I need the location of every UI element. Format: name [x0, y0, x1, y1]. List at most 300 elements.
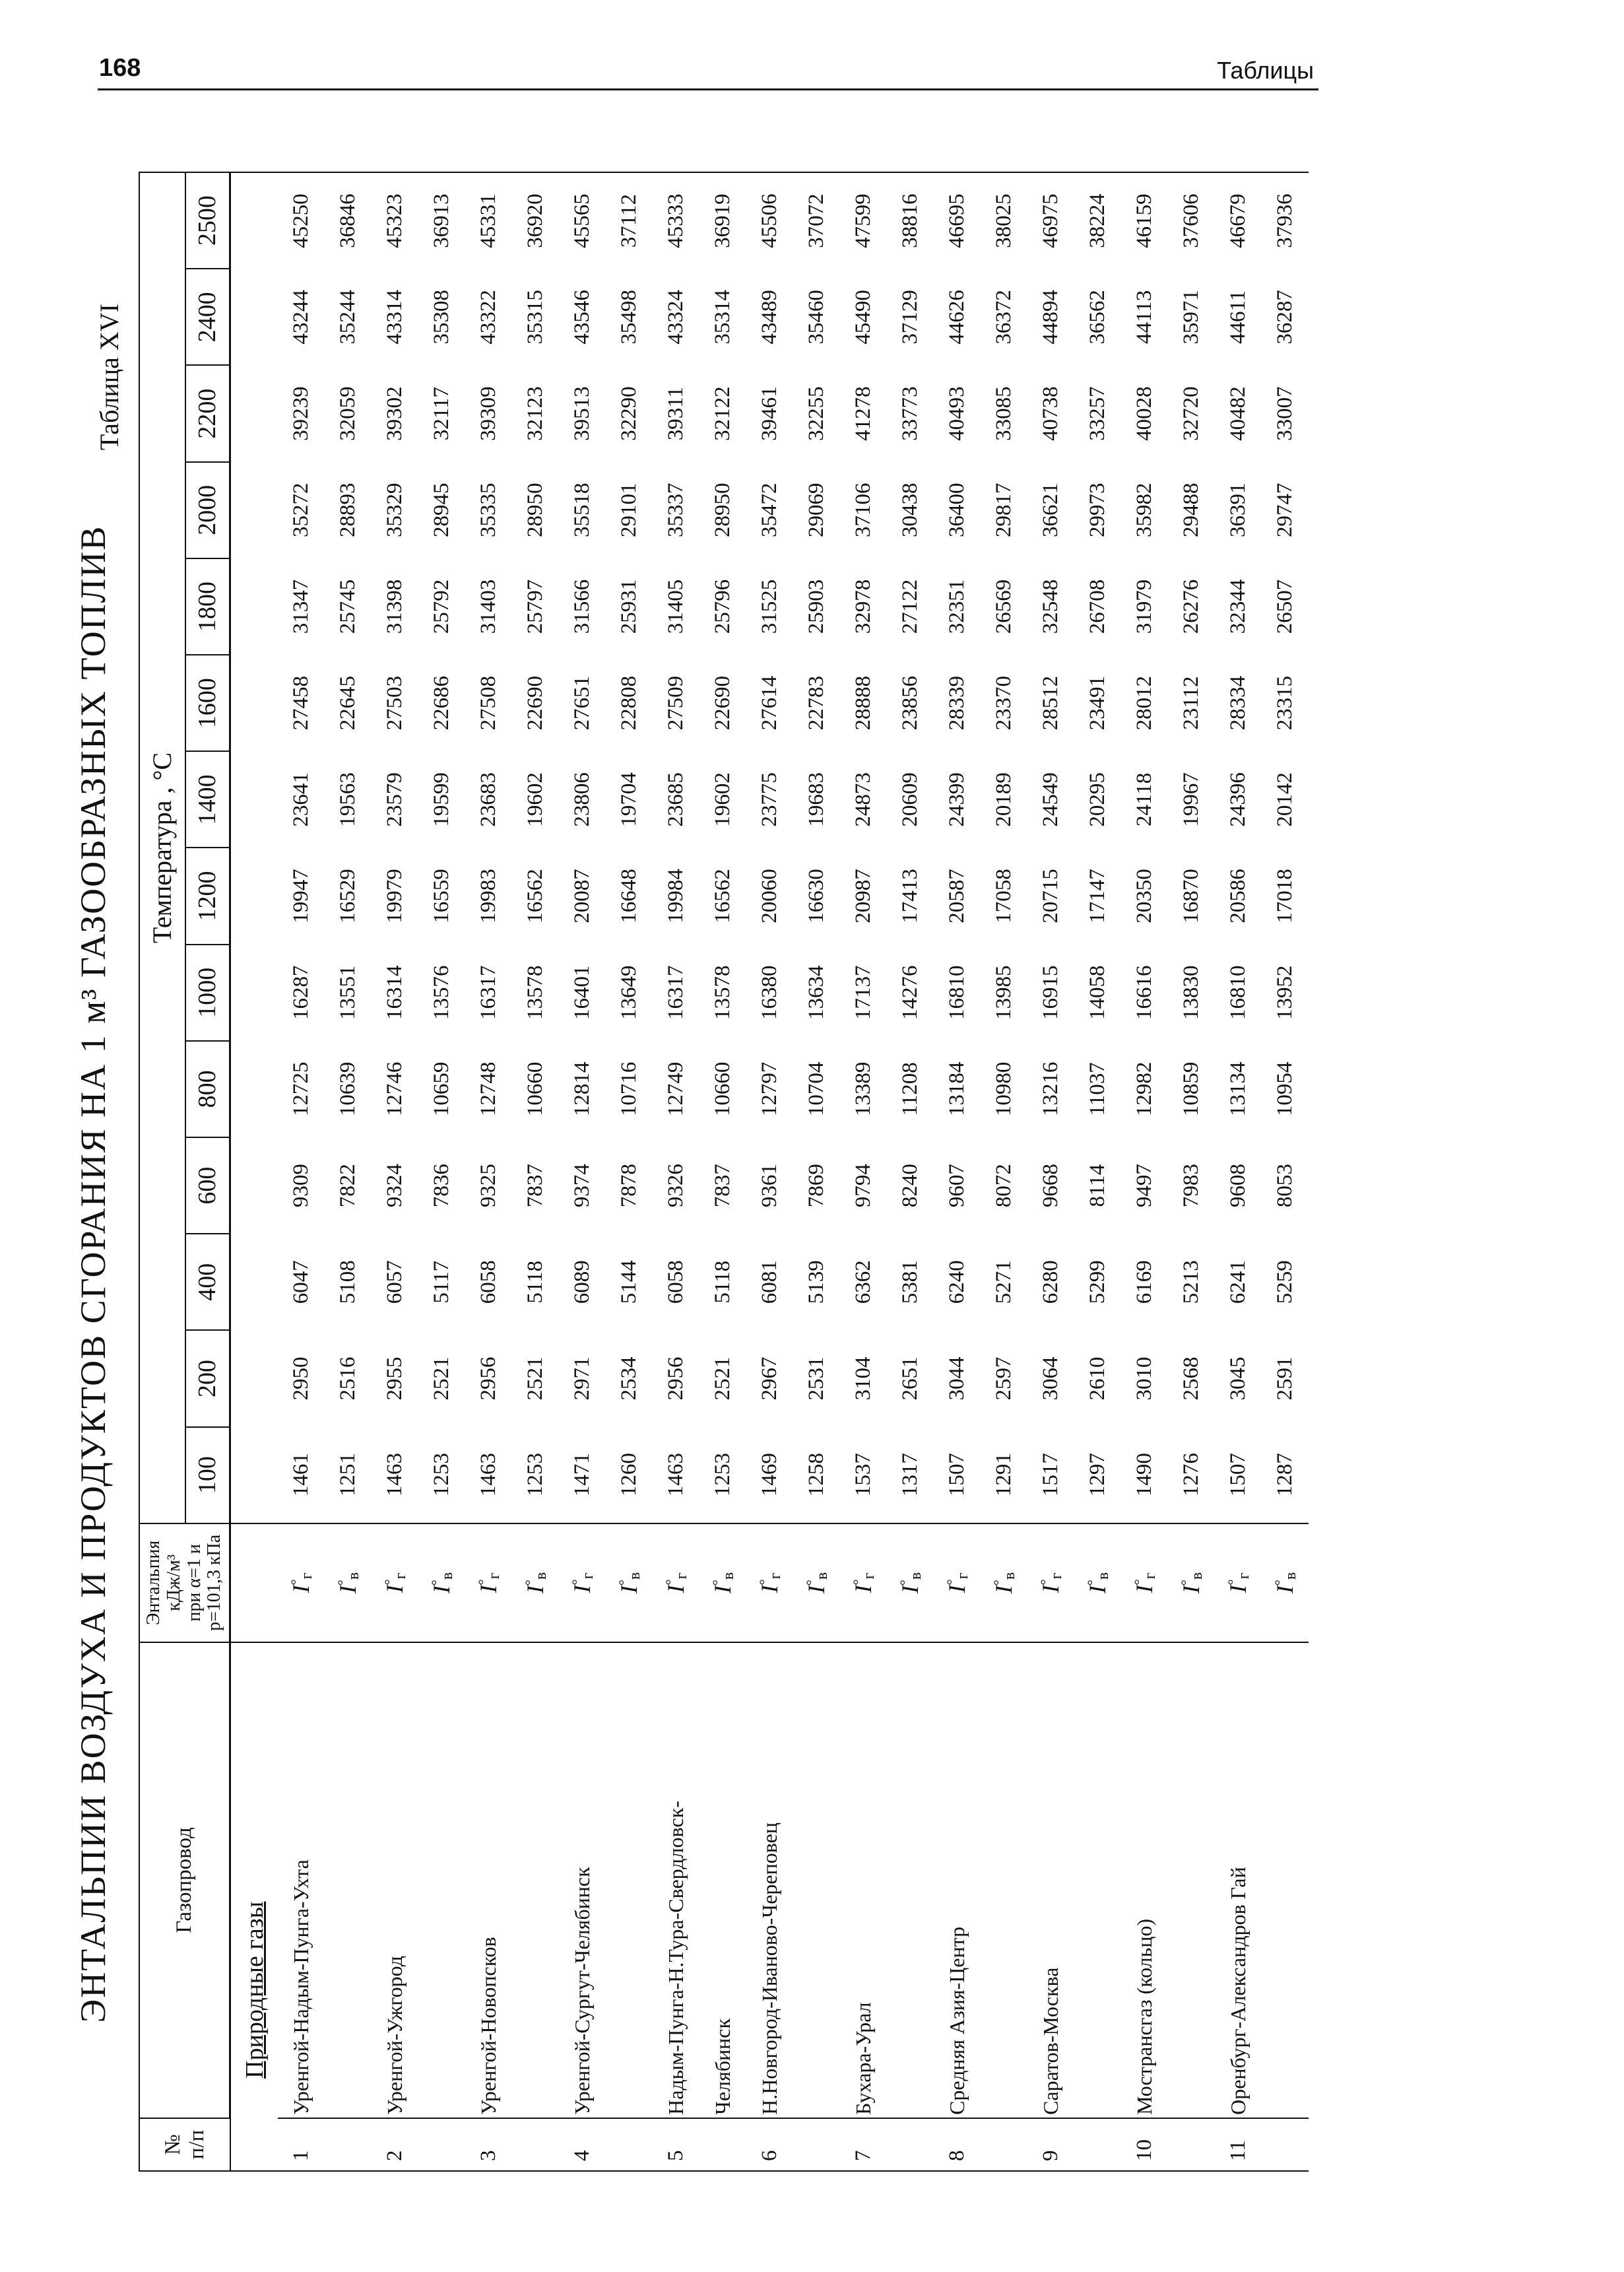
row-number: 2: [372, 2118, 418, 2171]
enthalpy-value: 37112: [606, 172, 653, 269]
enthalpy-value: 43314: [383, 290, 407, 345]
table-row: [934, 172, 981, 2171]
enthalpy-value: 32122: [711, 386, 735, 441]
enthalpy-value: 29101: [617, 483, 641, 538]
enthalpy-symbol-gas: I°г: [1215, 1523, 1262, 1642]
enthalpy-value: 45490: [851, 290, 876, 345]
enthalpy-value: 37606: [1168, 172, 1215, 269]
enthalpy-value: 16616: [1132, 965, 1157, 1020]
enthalpy-value: 12797: [758, 1061, 782, 1117]
table-row: [840, 172, 887, 2171]
table-row: [325, 172, 372, 2171]
table-number: Таблица XVI: [94, 304, 124, 451]
enthalpy-value: 25792: [430, 579, 454, 634]
enthalpy-value: 35472: [758, 483, 782, 538]
enthalpy-value: 46679: [1215, 172, 1262, 269]
enthalpy-value: 2521: [523, 1356, 548, 1401]
enthalpy-value: 32059: [336, 386, 360, 441]
enthalpy-value: 35982: [1132, 483, 1157, 538]
enthalpy-symbol-gas: I°г: [278, 1523, 325, 1642]
enthalpy-value: 27509: [664, 675, 688, 731]
enthalpy-value: 1463: [383, 1453, 407, 1497]
enthalpy-value: 12749: [664, 1061, 688, 1117]
pipeline-name-continued: [887, 1642, 934, 2118]
row-number: 5: [653, 2118, 699, 2171]
enthalpy-value: 46975: [1027, 172, 1074, 269]
enthalpy-value: 36391: [1226, 483, 1250, 538]
pipeline-name: Уренгой-Надым-Пунга-Ухта: [278, 1642, 325, 2118]
enthalpy-value: 3044: [945, 1356, 969, 1401]
enthalpy-value: 1297: [1086, 1453, 1110, 1497]
row-number: 8: [934, 2118, 981, 2171]
pipeline-name-continued: [512, 1642, 559, 2118]
enthalpy-value: 20715: [1039, 869, 1063, 923]
enthalpy-symbol-air: I°в: [1168, 1523, 1215, 1642]
col-header-pipeline: Газопровод: [139, 1642, 230, 2118]
enthalpy-value: 10980: [992, 1061, 1016, 1117]
enthalpy-value: 9794: [851, 1164, 876, 1208]
enthalpy-value: 2591: [1273, 1356, 1297, 1401]
enthalpy-value: 46695: [934, 172, 981, 269]
pipeline-name-continued: [1262, 1642, 1309, 2118]
enthalpy-value: 40493: [945, 386, 969, 441]
enthalpy-value: 32720: [1179, 386, 1204, 441]
enthalpy-value: 5259: [1273, 1260, 1297, 1304]
enthalpy-value: 2568: [1179, 1356, 1204, 1401]
enthalpy-value: 13576: [430, 965, 454, 1020]
table-row: [981, 172, 1027, 2171]
enthalpy-value: 8072: [992, 1164, 1016, 1208]
enthalpy-value: 20586: [1226, 869, 1250, 923]
enthalpy-value: 22808: [617, 675, 641, 731]
enthalpy-value: 32117: [430, 386, 454, 441]
pipeline-name-continued: [1168, 1642, 1215, 2118]
enthalpy-value: 44611: [1226, 290, 1250, 345]
enthalpy-value: 23112: [1179, 676, 1204, 730]
enthalpy-value: 38224: [1074, 172, 1121, 269]
enthalpy-value: 13952: [1273, 965, 1297, 1020]
enthalpy-value: 44894: [1039, 290, 1063, 345]
enthalpy-value: 9361: [758, 1164, 782, 1208]
enthalpy-value: 1276: [1179, 1453, 1204, 1497]
enthalpy-value: 7837: [711, 1164, 735, 1208]
enthalpy-value: 24118: [1132, 772, 1157, 826]
enthalpy-value: 32978: [851, 579, 876, 634]
enthalpy-value: 13649: [617, 965, 641, 1020]
enthalpy-symbol-gas: I°г: [1121, 1523, 1168, 1642]
enthalpy-value: 32548: [1039, 579, 1063, 634]
enthalpy-value: 43244: [289, 290, 313, 345]
pipeline-name: Уренгой-Сургут-Челябинск: [559, 1642, 606, 2118]
col-header-temp: 1400: [185, 751, 230, 848]
enthalpy-value: 40738: [1039, 386, 1063, 441]
enthalpy-value: 33007: [1273, 386, 1297, 441]
enthalpy-value: 2534: [617, 1356, 641, 1401]
enthalpy-value: 28888: [851, 675, 876, 731]
enthalpy-value: 14276: [898, 965, 923, 1020]
enthalpy-value: 10954: [1273, 1061, 1297, 1117]
enthalpy-value: 37129: [898, 290, 923, 345]
enthalpy-value: 1463: [476, 1453, 501, 1497]
enthalpy-value: 19599: [430, 772, 454, 827]
col-header-temp: 1600: [185, 655, 230, 751]
enthalpy-value: 2610: [1086, 1356, 1110, 1401]
row-number: 10: [1121, 2118, 1168, 2171]
enthalpy-value: 17413: [898, 869, 923, 923]
enthalpy-value: 10660: [711, 1061, 735, 1117]
enthalpy-symbol-air: I°в: [1262, 1523, 1309, 1642]
enthalpy-value: 2967: [758, 1356, 782, 1401]
enthalpy-value: 43322: [476, 290, 501, 345]
enthalpy-value: 26507: [1273, 579, 1297, 634]
enthalpy-symbol-air: I°в: [606, 1523, 653, 1642]
enthalpy-value: 1461: [289, 1453, 313, 1497]
enthalpy-value: 1507: [1226, 1453, 1250, 1497]
enthalpy-value: 36846: [325, 172, 372, 269]
enthalpy-value: 23641: [289, 772, 313, 827]
pipeline-name-continued: Челябинск: [699, 1642, 746, 2118]
enthalpy-value: 33085: [992, 386, 1016, 441]
enthalpy-value: 24399: [945, 772, 969, 827]
pipeline-name: Оренбург-Александров Гай: [1215, 1642, 1262, 2118]
pipeline-name-continued: [1074, 1642, 1121, 2118]
enthalpy-value: 2950: [289, 1356, 313, 1401]
enthalpy-value: 36913: [418, 172, 465, 269]
enthalpy-value: 35518: [570, 483, 595, 538]
enthalpy-value: 36920: [512, 172, 559, 269]
enthalpy-value: 28339: [945, 675, 969, 731]
enthalpy-value: 39302: [383, 386, 407, 441]
enthalpy-symbol-gas: I°г: [372, 1523, 418, 1642]
enthalpy-value: 10660: [523, 1061, 548, 1117]
pipeline-name: Надым-Пунга-Н.Тура-Свердловск-: [653, 1642, 699, 2118]
enthalpy-value: 6058: [476, 1260, 501, 1304]
enthalpy-value: 43546: [570, 290, 595, 345]
enthalpy-symbol-air: I°в: [1074, 1523, 1121, 1642]
enthalpy-value: 1291: [992, 1453, 1016, 1497]
table-row: [793, 172, 840, 2171]
enthalpy-symbol-gas: I°г: [840, 1523, 887, 1642]
enthalpy-value: 29069: [804, 483, 829, 538]
enthalpy-value: 3064: [1039, 1356, 1063, 1401]
enthalpy-value: 2521: [430, 1356, 454, 1401]
enthalpy-value: 44113: [1132, 290, 1157, 345]
pipeline-name: Уренгой-Новопсков: [465, 1642, 512, 2118]
pipeline-name-continued: [325, 1642, 372, 2118]
enthalpy-value: 2971: [570, 1356, 595, 1401]
enthalpy-symbol-air: I°в: [325, 1523, 372, 1642]
col-header-temp: 2400: [185, 269, 230, 365]
enthalpy-symbol-gas: I°г: [934, 1523, 981, 1642]
enthalpy-value: 16810: [945, 965, 969, 1020]
enthalpy-value: 12746: [383, 1061, 407, 1117]
enthalpy-value: 16529: [336, 869, 360, 923]
pipeline-name-continued: [981, 1642, 1027, 2118]
enthalpy-value: 35337: [664, 483, 688, 538]
table-title: ЭНТАЛЬПИИ ВОЗДУХА И ПРОДУКТОВ СГОРАНИЯ НА 1 м³ ГАЗООБРАЗНЫХ ТОПЛИВ: [73, 525, 113, 2023]
enthalpy-value: 36562: [1086, 290, 1110, 345]
row-number: 9: [1027, 2118, 1074, 2171]
enthalpy-value: 19984: [664, 869, 688, 923]
enthalpy-value: 8053: [1273, 1164, 1297, 1208]
enthalpy-value: 10716: [617, 1061, 641, 1117]
enthalpy-value: 2651: [898, 1356, 923, 1401]
enthalpy-value: 1490: [1132, 1453, 1157, 1497]
enthalpy-value: 1317: [898, 1453, 923, 1497]
enthalpy-value: 23685: [664, 772, 688, 827]
enthalpy-value: 29747: [1273, 483, 1297, 538]
row-number: 6: [746, 2118, 793, 2171]
enthalpy-value: 16314: [383, 965, 407, 1020]
rotated-table-area: [73, 125, 1379, 2172]
enthalpy-value: 16287: [289, 965, 313, 1020]
col-header-temperature: Температура , °С: [139, 172, 185, 1523]
enthalpy-value: 33257: [1086, 386, 1110, 441]
enthalpy-value: 20142: [1273, 772, 1297, 827]
enthalpy-value: 24396: [1226, 772, 1250, 827]
enthalpy-value: 13578: [711, 965, 735, 1020]
enthalpy-value: 2597: [992, 1356, 1016, 1401]
enthalpy-value: 10639: [336, 1061, 360, 1117]
enthalpy-value: 45331: [465, 172, 512, 269]
enthalpy-value: 19683: [804, 772, 829, 827]
enthalpy-value: 9324: [383, 1164, 407, 1208]
header-rule: [98, 88, 1318, 90]
enthalpy-value: 5381: [898, 1260, 923, 1304]
enthalpy-value: 6058: [664, 1260, 688, 1304]
enthalpy-value: 30438: [898, 483, 923, 538]
enthalpy-value: 36621: [1039, 483, 1063, 538]
enthalpy-value: 35308: [430, 290, 454, 345]
enthalpy-value: 39309: [476, 386, 501, 441]
enthalpy-symbol-air: I°в: [418, 1523, 465, 1642]
enthalpy-value: 17058: [992, 869, 1016, 923]
enthalpy-value: 2956: [476, 1356, 501, 1401]
enthalpy-value: 39239: [289, 386, 313, 441]
enthalpy-value: 28950: [523, 483, 548, 538]
table-row: [559, 172, 606, 2171]
enthalpy-value: 11208: [898, 1062, 923, 1116]
enthalpy-value: 44626: [945, 290, 969, 345]
enthalpy-value: 29973: [1086, 483, 1110, 538]
enthalpy-value: 27458: [289, 675, 313, 731]
enthalpy-value: 14058: [1086, 965, 1110, 1020]
enthalpy-value: 31347: [289, 579, 313, 634]
enthalpy-value: 32123: [523, 386, 548, 441]
enthalpy-value: 32351: [945, 579, 969, 634]
enthalpy-value: 19563: [336, 772, 360, 827]
enthalpy-value: 31405: [664, 579, 688, 634]
enthalpy-value: 45250: [278, 172, 325, 269]
enthalpy-value: 23315: [1273, 675, 1297, 731]
table-row: [1168, 172, 1215, 2171]
enthalpy-value: 6089: [570, 1260, 595, 1304]
table-row: [372, 172, 418, 2171]
enthalpy-symbol-gas: I°г: [559, 1523, 606, 1642]
enthalpy-value: 31566: [570, 579, 595, 634]
enthalpy-value: 35314: [711, 290, 735, 345]
enthalpy-value: 28512: [1039, 675, 1063, 731]
col-header-temp: 400: [185, 1234, 230, 1330]
enthalpy-value: 7878: [617, 1164, 641, 1208]
enthalpy-value: 13216: [1039, 1061, 1063, 1117]
enthalpy-value: 26276: [1179, 579, 1204, 634]
enthalpy-value: 16559: [430, 869, 454, 923]
col-header-temp: 2200: [185, 365, 230, 461]
table-row: [1215, 172, 1262, 2171]
enthalpy-value: 9497: [1132, 1164, 1157, 1208]
enthalpy-value: 35335: [476, 483, 501, 538]
table-row: [746, 172, 793, 2171]
enthalpy-value: 25796: [711, 579, 735, 634]
enthalpy-value: 22645: [336, 675, 360, 731]
enthalpy-value: 36919: [699, 172, 746, 269]
enthalpy-value: 2531: [804, 1356, 829, 1401]
table-row: [653, 172, 699, 2171]
enthalpy-value: 35244: [336, 290, 360, 345]
enthalpy-value: 31398: [383, 579, 407, 634]
col-header-temp: 200: [185, 1330, 230, 1426]
enthalpy-symbol-gas: I°г: [653, 1523, 699, 1642]
enthalpy-value: 25931: [617, 579, 641, 634]
enthalpy-value: 16648: [617, 869, 641, 923]
table-row: [699, 172, 746, 2171]
enthalpy-value: 7869: [804, 1164, 829, 1208]
enthalpy-value: 27508: [476, 675, 501, 731]
enthalpy-value: 45323: [372, 172, 418, 269]
enthalpy-value: 31525: [758, 579, 782, 634]
enthalpy-value: 28945: [430, 483, 454, 538]
enthalpy-value: 35329: [383, 483, 407, 538]
enthalpy-value: 8240: [898, 1164, 923, 1208]
table-row: [418, 172, 465, 2171]
enthalpy-value: 9607: [945, 1164, 969, 1208]
enthalpy-value: 6362: [851, 1260, 876, 1304]
enthalpy-value: 16810: [1226, 965, 1250, 1020]
col-header-temp: 1200: [185, 848, 230, 944]
enthalpy-value: 27614: [758, 675, 782, 731]
enthalpy-value: 6241: [1226, 1260, 1250, 1304]
enthalpy-value: 8114: [1086, 1164, 1110, 1207]
enthalpy-value: 12748: [476, 1061, 501, 1117]
enthalpy-value: 12814: [570, 1061, 595, 1117]
enthalpy-value: 16317: [476, 965, 501, 1020]
enthalpy-value: 39513: [570, 386, 595, 441]
enthalpy-value: 24549: [1039, 772, 1063, 827]
enthalpy-value: 31403: [476, 579, 501, 634]
enthalpy-value: 22690: [523, 675, 548, 731]
enthalpy-value: 9668: [1039, 1164, 1063, 1208]
enthalpy-value: 25903: [804, 579, 829, 634]
enthalpy-value: 29488: [1179, 483, 1204, 538]
enthalpy-value: 45333: [653, 172, 699, 269]
enthalpy-value: 35460: [804, 290, 829, 345]
enthalpy-value: 20609: [898, 772, 923, 827]
enthalpy-value: 13634: [804, 965, 829, 1020]
enthalpy-value: 5139: [804, 1260, 829, 1304]
enthalpy-value: 32255: [804, 386, 829, 441]
enthalpy-symbol-gas: I°г: [465, 1523, 512, 1642]
enthalpy-value: 16630: [804, 869, 829, 923]
enthalpy-value: 23491: [1086, 675, 1110, 731]
enthalpy-value: 26708: [1086, 579, 1110, 634]
enthalpy-value: 41278: [851, 386, 876, 441]
enthalpy-value: 20087: [570, 869, 595, 923]
enthalpy-symbol-air: I°в: [981, 1523, 1027, 1642]
row-number: 11: [1215, 2118, 1262, 2171]
enthalpy-value: 9326: [664, 1164, 688, 1208]
enthalpy-value: 5118: [523, 1260, 548, 1304]
enthalpy-value: 32344: [1226, 579, 1250, 634]
pipeline-name: Средняя Азия-Центр: [934, 1642, 981, 2118]
enthalpy-value: 29817: [992, 483, 1016, 538]
enthalpy-value: 37106: [851, 483, 876, 538]
enthalpy-value: 45565: [559, 172, 606, 269]
enthalpy-value: 19967: [1179, 772, 1204, 827]
enthalpy-value: 38025: [981, 172, 1027, 269]
enthalpy-value: 36287: [1273, 290, 1297, 345]
enthalpy-value: 39461: [758, 386, 782, 441]
enthalpy-value: 27651: [570, 675, 595, 731]
enthalpy-value: 5117: [430, 1260, 454, 1304]
enthalpy-value: 37936: [1262, 172, 1309, 269]
pipeline-name: Н.Новгород-Иваново-Череповец: [746, 1642, 793, 2118]
enthalpy-value: 1287: [1273, 1453, 1297, 1497]
row-number: 1: [278, 2118, 325, 2171]
enthalpy-value: 16870: [1179, 869, 1204, 923]
enthalpy-symbol-air: I°в: [699, 1523, 746, 1642]
enthalpy-value: 6081: [758, 1260, 782, 1304]
enthalpy-value: 19979: [383, 869, 407, 923]
enthalpy-value: 9374: [570, 1164, 595, 1208]
enthalpy-value: 2521: [711, 1356, 735, 1401]
enthalpy-value: 1251: [336, 1453, 360, 1497]
enthalpy-value: 1260: [617, 1453, 641, 1497]
enthalpy-value: 16562: [711, 869, 735, 923]
col-header-temp: 2000: [185, 462, 230, 558]
pipeline-name: Мострансгаз (кольцо): [1121, 1642, 1168, 2118]
enthalpy-value: 16562: [523, 869, 548, 923]
table-row: [465, 172, 512, 2171]
enthalpy-value: 13389: [851, 1061, 876, 1117]
enthalpy-symbol-air: I°в: [887, 1523, 934, 1642]
enthalpy-value: 1471: [570, 1453, 595, 1497]
enthalpy-value: 3010: [1132, 1356, 1157, 1401]
enthalpy-value: 7822: [336, 1164, 360, 1208]
row-number: 3: [465, 2118, 512, 2171]
enthalpy-value: 20987: [851, 869, 876, 923]
pipeline-name-continued: [418, 1642, 465, 2118]
enthalpy-value: 7837: [523, 1164, 548, 1208]
enthalpy-value: 11037: [1086, 1062, 1110, 1116]
enthalpy-value: 13830: [1179, 965, 1204, 1020]
enthalpy-value: 28893: [336, 483, 360, 538]
running-title: Таблицы: [1216, 57, 1314, 84]
enthalpy-value: 43324: [664, 290, 688, 345]
enthalpy-value: 28950: [711, 483, 735, 538]
enthalpy-value: 17137: [851, 965, 876, 1020]
col-header-temp: 1800: [185, 558, 230, 655]
enthalpy-value: 9309: [289, 1164, 313, 1208]
enthalpy-value: 36400: [945, 483, 969, 538]
enthalpy-value: 2956: [664, 1356, 688, 1401]
row-number: 4: [559, 2118, 606, 2171]
enthalpy-value: 22690: [711, 675, 735, 731]
enthalpy-value: 13184: [945, 1061, 969, 1117]
enthalpy-value: 46159: [1121, 172, 1168, 269]
pipeline-name-continued: [606, 1642, 653, 2118]
enthalpy-value: 10704: [804, 1061, 829, 1117]
